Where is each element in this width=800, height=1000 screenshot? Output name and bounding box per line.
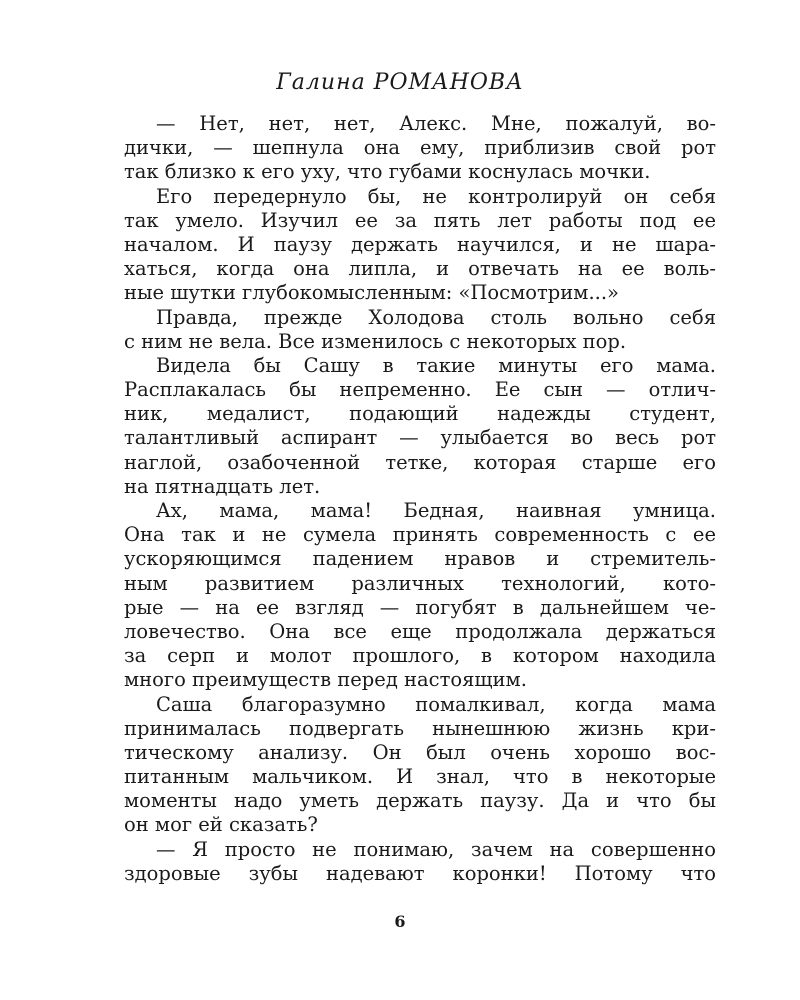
text-line: питанным мальчиком. И знал, что в некоторые (124, 765, 716, 789)
text-line: Саша благоразумно помалкивал, когда мама (156, 692, 716, 716)
text-line: тическому анализу. Он был очень хорошо вос- (124, 740, 716, 764)
text-line: ускоряющимся падением нравов и стремитель- (124, 547, 716, 571)
text-line: за серп и молот прошлого, в котором находила (124, 644, 716, 668)
text-line: ловечество. Она все еще продолжала держаться (124, 619, 716, 643)
text-line: началом. И паузу держать научился, и не шара- (124, 232, 716, 256)
text-line: Его передернуло бы, не контролируй он себя (156, 184, 716, 208)
text-line: он мог ей сказать? (124, 813, 318, 837)
text-line: Видела бы Сашу в такие минуты его мама. (156, 353, 716, 377)
text-line: Расплакалась бы непременно. Ее сын — отлич- (124, 378, 716, 402)
text-line: ные шутки глубокомысленным: «Посмотрим...» (124, 281, 619, 305)
text-line: много преимуществ перед настоящим. (124, 668, 527, 692)
text-line: так близко к его уху, что губами коснулась мочки. (124, 160, 651, 184)
text-line: Правда, прежде Холодова столь вольно себя (156, 305, 716, 329)
running-head: Галина РОМАНОВА (276, 70, 524, 95)
text-line: с ним не вела. Все изменилось с некоторых пор. (124, 329, 627, 353)
text-line: Ах, мама, мама! Бедная, наивная умница. (156, 499, 716, 522)
text-line: Она так и не сумела принять современность с ее (124, 523, 716, 547)
text-line: ник, медалист, подающий надежды студент, (124, 402, 716, 426)
text-line: принималась подвергать нынешнюю жизнь кри- (124, 716, 716, 740)
text-line: здоровые зубы надевают коронки! Потому что (124, 861, 716, 885)
text-line: — Я просто не понимаю, зачем на совершенно (156, 837, 716, 861)
text-line: так умело. Изучил ее за пять лет работы под ее (124, 208, 716, 232)
text-line: — Нет, нет, нет, Алекс. Мне, пожалуй, во- (156, 112, 716, 135)
page-number: 6 (394, 912, 406, 931)
text-line: ным развитием различных технологий, кото- (124, 571, 716, 595)
text-line: талантливый аспирант — улыбается во весь рот (124, 426, 716, 450)
body-text (124, 112, 716, 886)
text-line: дички, — шепнула она ему, приблизив свой рот (124, 136, 716, 160)
text-line: хаться, когда она липла, и отвечать на ее воль- (124, 257, 716, 281)
text-line: моменты надо уметь держать паузу. Да и что бы (124, 789, 716, 813)
text-line: наглой, озабоченной тетке, которая старше его (124, 450, 716, 474)
text-line: рые — на ее взгляд — погубят в дальнейшем че- (124, 595, 716, 619)
text-line: на пятнадцать лет. (124, 474, 321, 498)
